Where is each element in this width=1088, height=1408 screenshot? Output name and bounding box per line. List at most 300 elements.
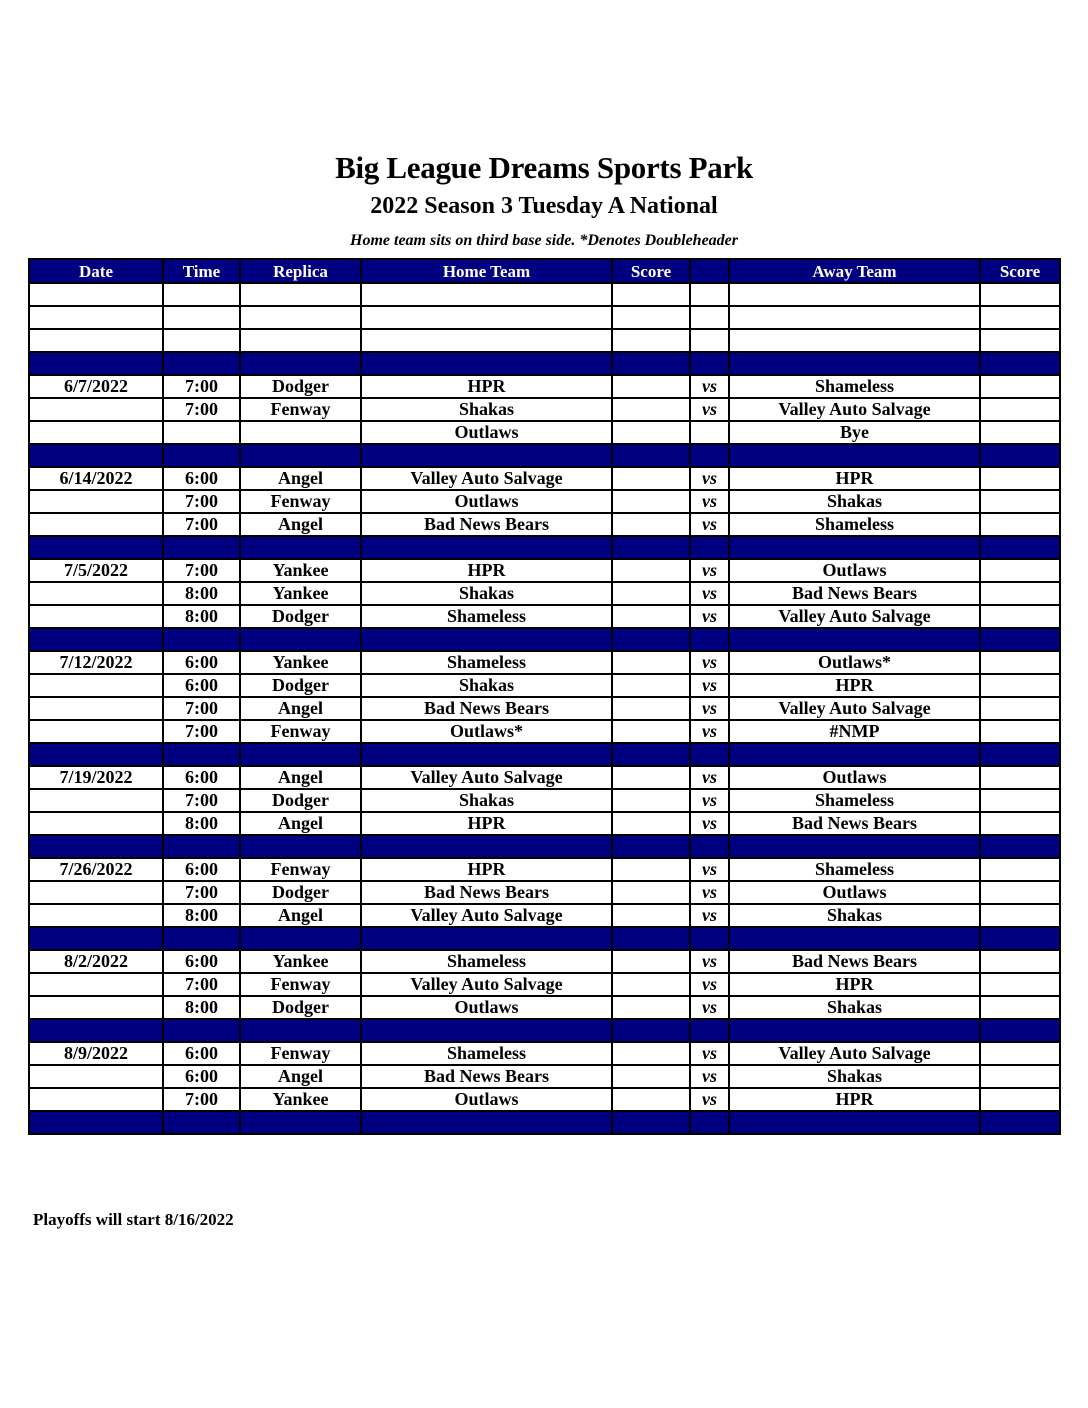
date-cell [29, 283, 163, 306]
replica-cell [240, 628, 361, 651]
replica-cell: Angel [240, 697, 361, 720]
replica-cell: Yankee [240, 559, 361, 582]
home-team-cell: Shameless [361, 651, 612, 674]
away-score-cell [980, 467, 1060, 490]
away-score-cell [980, 996, 1060, 1019]
home-score-cell [612, 605, 690, 628]
time-cell [163, 628, 240, 651]
away-score-cell [980, 398, 1060, 421]
vs-cell: vs [690, 950, 729, 973]
away-team-cell: Outlaws [729, 881, 980, 904]
away-team-cell: Bad News Bears [729, 812, 980, 835]
away-team-cell: HPR [729, 1088, 980, 1111]
replica-cell [240, 1019, 361, 1042]
away-score-cell [980, 582, 1060, 605]
date-cell [29, 927, 163, 950]
home-score-cell [612, 1019, 690, 1042]
home-team-cell: Bad News Bears [361, 881, 612, 904]
col-header-away-team: Away Team [729, 259, 980, 283]
replica-cell: Angel [240, 467, 361, 490]
replica-cell: Dodger [240, 881, 361, 904]
replica-cell: Angel [240, 513, 361, 536]
away-team-cell: HPR [729, 467, 980, 490]
home-team-cell: Outlaws [361, 1088, 612, 1111]
home-team-cell: HPR [361, 559, 612, 582]
game-row [29, 904, 1060, 927]
game-row [29, 398, 1060, 421]
vs-cell [690, 1019, 729, 1042]
date-separator-row [29, 1019, 1060, 1042]
home-score-cell [612, 674, 690, 697]
away-team-cell: Outlaws* [729, 651, 980, 674]
vs-cell: vs [690, 1088, 729, 1111]
home-team-cell [361, 1111, 612, 1134]
home-team-cell [361, 352, 612, 375]
home-score-cell [612, 1042, 690, 1065]
away-score-cell [980, 789, 1060, 812]
time-cell: 8:00 [163, 582, 240, 605]
date-cell [29, 697, 163, 720]
time-cell: 7:00 [163, 789, 240, 812]
home-team-cell: Bad News Bears [361, 513, 612, 536]
date-separator-row [29, 444, 1060, 467]
away-score-cell [980, 950, 1060, 973]
away-score-cell [980, 536, 1060, 559]
away-score-cell [980, 605, 1060, 628]
away-team-cell [729, 1111, 980, 1134]
time-cell: 8:00 [163, 812, 240, 835]
date-cell: 7/5/2022 [29, 559, 163, 582]
home-score-cell [612, 536, 690, 559]
replica-cell: Yankee [240, 950, 361, 973]
away-score-cell [980, 1019, 1060, 1042]
home-score-cell [612, 283, 690, 306]
away-score-cell [980, 1042, 1060, 1065]
away-team-cell [729, 927, 980, 950]
game-row [29, 582, 1060, 605]
away-score-cell [980, 881, 1060, 904]
home-team-cell: Valley Auto Salvage [361, 766, 612, 789]
away-score-cell [980, 1111, 1060, 1134]
replica-cell: Dodger [240, 605, 361, 628]
time-cell: 7:00 [163, 1088, 240, 1111]
home-score-cell [612, 950, 690, 973]
date-cell [29, 743, 163, 766]
home-score-cell [612, 835, 690, 858]
away-team-cell: HPR [729, 674, 980, 697]
date-cell [29, 1111, 163, 1134]
replica-cell [240, 1111, 361, 1134]
game-row [29, 490, 1060, 513]
home-team-cell: Valley Auto Salvage [361, 973, 612, 996]
away-team-cell: Shakas [729, 490, 980, 513]
home-score-cell [612, 973, 690, 996]
date-cell [29, 536, 163, 559]
game-row [29, 789, 1060, 812]
vs-cell: vs [690, 789, 729, 812]
away-team-cell: Shakas [729, 996, 980, 1019]
away-team-cell: Bye [729, 421, 980, 444]
home-team-cell: Outlaws [361, 421, 612, 444]
replica-cell: Dodger [240, 996, 361, 1019]
away-team-cell: Outlaws [729, 766, 980, 789]
replica-cell [240, 352, 361, 375]
replica-cell: Dodger [240, 789, 361, 812]
home-team-cell [361, 1019, 612, 1042]
time-cell [163, 927, 240, 950]
time-cell: 8:00 [163, 904, 240, 927]
home-team-cell [361, 329, 612, 352]
vs-cell: vs [690, 766, 729, 789]
date-cell [29, 835, 163, 858]
home-team-cell: Shakas [361, 398, 612, 421]
home-team-cell: Valley Auto Salvage [361, 467, 612, 490]
away-score-cell [980, 444, 1060, 467]
vs-cell [690, 444, 729, 467]
home-score-cell [612, 513, 690, 536]
home-score-cell [612, 1065, 690, 1088]
replica-cell: Dodger [240, 674, 361, 697]
home-score-cell [612, 375, 690, 398]
time-cell: 6:00 [163, 950, 240, 973]
replica-cell: Angel [240, 812, 361, 835]
doubleheader-note: Home team sits on third base side. *Denotes Doubleheader [350, 232, 738, 249]
replica-cell: Fenway [240, 720, 361, 743]
time-cell: 8:00 [163, 996, 240, 1019]
game-row [29, 996, 1060, 1019]
away-team-cell: Valley Auto Salvage [729, 398, 980, 421]
date-cell [29, 674, 163, 697]
game-row [29, 674, 1060, 697]
home-score-cell [612, 421, 690, 444]
vs-cell [690, 352, 729, 375]
date-cell [29, 904, 163, 927]
time-cell: 7:00 [163, 720, 240, 743]
home-team-cell [361, 743, 612, 766]
vs-cell: vs [690, 720, 729, 743]
date-cell: 8/9/2022 [29, 1042, 163, 1065]
date-cell [29, 1065, 163, 1088]
away-team-cell: Shameless [729, 375, 980, 398]
vs-cell [690, 283, 729, 306]
time-cell [163, 1019, 240, 1042]
home-score-cell [612, 743, 690, 766]
away-team-cell: Outlaws [729, 559, 980, 582]
home-team-cell: Outlaws* [361, 720, 612, 743]
date-separator-row [29, 835, 1060, 858]
vs-cell: vs [690, 858, 729, 881]
date-cell [29, 720, 163, 743]
vs-cell [690, 628, 729, 651]
time-cell [163, 306, 240, 329]
replica-cell [240, 444, 361, 467]
time-cell [163, 283, 240, 306]
vs-cell [690, 329, 729, 352]
time-cell: 7:00 [163, 559, 240, 582]
replica-cell: Fenway [240, 973, 361, 996]
date-cell [29, 306, 163, 329]
home-score-cell [612, 720, 690, 743]
replica-cell: Fenway [240, 858, 361, 881]
vs-cell: vs [690, 559, 729, 582]
away-score-cell [980, 559, 1060, 582]
home-score-cell [612, 490, 690, 513]
game-row [29, 421, 1060, 444]
away-score-cell [980, 858, 1060, 881]
away-score-cell [980, 766, 1060, 789]
col-header-replica: Replica [240, 259, 361, 283]
replica-cell: Yankee [240, 651, 361, 674]
game-row [29, 651, 1060, 674]
away-score-cell [980, 674, 1060, 697]
vs-cell: vs [690, 467, 729, 490]
game-row [29, 881, 1060, 904]
away-score-cell [980, 352, 1060, 375]
home-score-cell [612, 789, 690, 812]
away-team-cell [729, 329, 980, 352]
vs-cell: vs [690, 651, 729, 674]
vs-cell [690, 743, 729, 766]
away-score-cell [980, 973, 1060, 996]
vs-cell: vs [690, 881, 729, 904]
home-score-cell [612, 881, 690, 904]
game-row [29, 513, 1060, 536]
home-team-cell [361, 444, 612, 467]
page-subtitle: 2022 Season 3 Tuesday A National [370, 193, 718, 219]
date-separator-row [29, 927, 1060, 950]
time-cell [163, 743, 240, 766]
replica-cell [240, 329, 361, 352]
time-cell: 6:00 [163, 1042, 240, 1065]
replica-cell: Yankee [240, 1088, 361, 1111]
date-cell [29, 812, 163, 835]
replica-cell: Fenway [240, 1042, 361, 1065]
home-team-cell: Bad News Bears [361, 1065, 612, 1088]
date-cell [29, 421, 163, 444]
date-cell: 6/7/2022 [29, 375, 163, 398]
home-score-cell [612, 766, 690, 789]
away-team-cell [729, 743, 980, 766]
date-cell [29, 444, 163, 467]
replica-cell: Fenway [240, 398, 361, 421]
time-cell: 7:00 [163, 513, 240, 536]
date-cell [29, 628, 163, 651]
time-cell: 7:00 [163, 697, 240, 720]
replica-cell [240, 927, 361, 950]
col-header-date: Date [29, 259, 163, 283]
vs-cell: vs [690, 904, 729, 927]
game-row [29, 858, 1060, 881]
replica-cell: Yankee [240, 582, 361, 605]
away-team-cell: Shameless [729, 858, 980, 881]
time-cell: 7:00 [163, 490, 240, 513]
away-team-cell [729, 628, 980, 651]
away-score-cell [980, 329, 1060, 352]
time-cell: 6:00 [163, 858, 240, 881]
home-team-cell: Outlaws [361, 490, 612, 513]
game-row [29, 1088, 1060, 1111]
col-header-home-team: Home Team [361, 259, 612, 283]
date-cell [29, 881, 163, 904]
away-team-cell [729, 536, 980, 559]
game-row [29, 720, 1060, 743]
home-team-cell: HPR [361, 375, 612, 398]
away-score-cell [980, 927, 1060, 950]
home-team-cell [361, 628, 612, 651]
vs-cell: vs [690, 1065, 729, 1088]
home-score-cell [612, 812, 690, 835]
vs-cell: vs [690, 375, 729, 398]
date-cell [29, 513, 163, 536]
away-score-cell [980, 421, 1060, 444]
home-team-cell: Bad News Bears [361, 697, 612, 720]
time-cell: 7:00 [163, 881, 240, 904]
date-separator-row [29, 743, 1060, 766]
replica-cell [240, 283, 361, 306]
home-team-cell: Shakas [361, 674, 612, 697]
vs-cell: vs [690, 490, 729, 513]
date-cell [29, 398, 163, 421]
home-score-cell [612, 444, 690, 467]
time-cell: 7:00 [163, 398, 240, 421]
vs-cell [690, 306, 729, 329]
time-cell [163, 1111, 240, 1134]
blank-row [29, 306, 1060, 329]
replica-cell: Angel [240, 904, 361, 927]
date-cell [29, 973, 163, 996]
vs-cell: vs [690, 996, 729, 1019]
date-cell [29, 1019, 163, 1042]
home-score-cell [612, 858, 690, 881]
col-header-vs [690, 259, 729, 283]
blank-row [29, 283, 1060, 306]
date-cell [29, 582, 163, 605]
away-score-cell [980, 628, 1060, 651]
game-row [29, 812, 1060, 835]
home-team-cell [361, 283, 612, 306]
home-team-cell: HPR [361, 858, 612, 881]
home-score-cell [612, 582, 690, 605]
time-cell [163, 421, 240, 444]
home-team-cell: Valley Auto Salvage [361, 904, 612, 927]
date-cell [29, 490, 163, 513]
home-score-cell [612, 904, 690, 927]
date-cell: 6/14/2022 [29, 467, 163, 490]
home-team-cell [361, 835, 612, 858]
game-row [29, 1065, 1060, 1088]
home-team-cell [361, 536, 612, 559]
home-team-cell: Outlaws [361, 996, 612, 1019]
vs-cell [690, 421, 729, 444]
home-team-cell: Shameless [361, 605, 612, 628]
home-score-cell [612, 1111, 690, 1134]
away-team-cell [729, 283, 980, 306]
vs-cell: vs [690, 605, 729, 628]
date-separator-row [29, 1111, 1060, 1134]
away-score-cell [980, 720, 1060, 743]
game-row [29, 973, 1060, 996]
vs-cell: vs [690, 398, 729, 421]
date-cell [29, 1088, 163, 1111]
date-separator-row [29, 352, 1060, 375]
date-cell: 8/2/2022 [29, 950, 163, 973]
vs-cell: vs [690, 973, 729, 996]
home-score-cell [612, 628, 690, 651]
away-team-cell [729, 352, 980, 375]
date-cell [29, 352, 163, 375]
date-cell: 7/19/2022 [29, 766, 163, 789]
away-score-cell [980, 306, 1060, 329]
away-team-cell: Valley Auto Salvage [729, 1042, 980, 1065]
time-cell: 6:00 [163, 674, 240, 697]
header-row [29, 259, 1060, 283]
game-row [29, 559, 1060, 582]
away-team-cell: Shakas [729, 1065, 980, 1088]
vs-cell [690, 835, 729, 858]
home-team-cell: HPR [361, 812, 612, 835]
away-score-cell [980, 743, 1060, 766]
time-cell: 6:00 [163, 766, 240, 789]
date-cell [29, 605, 163, 628]
replica-cell [240, 306, 361, 329]
home-score-cell [612, 398, 690, 421]
home-score-cell [612, 1088, 690, 1111]
home-team-cell: Shakas [361, 789, 612, 812]
home-team-cell: Shakas [361, 582, 612, 605]
away-score-cell [980, 904, 1060, 927]
time-cell: 7:00 [163, 973, 240, 996]
away-team-cell [729, 306, 980, 329]
time-cell [163, 329, 240, 352]
replica-cell [240, 743, 361, 766]
blank-row [29, 329, 1060, 352]
home-score-cell [612, 467, 690, 490]
away-score-cell [980, 490, 1060, 513]
away-team-cell [729, 835, 980, 858]
vs-cell: vs [690, 697, 729, 720]
home-team-cell: Shameless [361, 1042, 612, 1065]
vs-cell: vs [690, 513, 729, 536]
away-team-cell: Valley Auto Salvage [729, 697, 980, 720]
time-cell [163, 536, 240, 559]
home-score-cell [612, 697, 690, 720]
away-team-cell: HPR [729, 973, 980, 996]
time-cell [163, 835, 240, 858]
away-team-cell: Shakas [729, 904, 980, 927]
home-score-cell [612, 996, 690, 1019]
away-score-cell [980, 283, 1060, 306]
date-cell: 7/12/2022 [29, 651, 163, 674]
col-header-time: Time [163, 259, 240, 283]
away-score-cell [980, 697, 1060, 720]
home-team-cell [361, 306, 612, 329]
away-team-cell: #NMP [729, 720, 980, 743]
away-score-cell [980, 513, 1060, 536]
replica-cell: Angel [240, 766, 361, 789]
vs-cell [690, 1111, 729, 1134]
home-score-cell [612, 352, 690, 375]
home-score-cell [612, 559, 690, 582]
home-score-cell [612, 329, 690, 352]
game-row [29, 766, 1060, 789]
away-score-cell [980, 651, 1060, 674]
away-team-cell [729, 1019, 980, 1042]
replica-cell: Fenway [240, 490, 361, 513]
date-separator-row [29, 536, 1060, 559]
replica-cell [240, 421, 361, 444]
replica-cell [240, 835, 361, 858]
away-score-cell [980, 812, 1060, 835]
